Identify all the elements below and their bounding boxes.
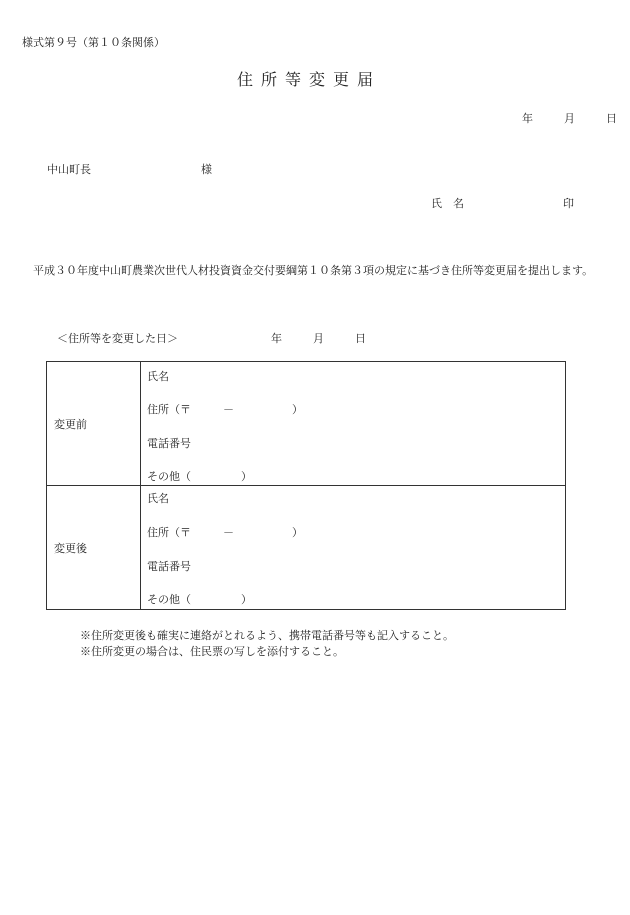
note-1: ※住所変更後も確実に連絡がとれるよう、携帯電話番号等も記入すること。 — [80, 629, 454, 642]
after-other-label: その他（ — [147, 593, 191, 606]
change-date-year: 年 — [271, 332, 282, 345]
change-table — [46, 361, 566, 610]
before-row — [47, 362, 566, 486]
date-month: 月 — [564, 112, 575, 125]
after-row — [47, 486, 566, 610]
change-date — [271, 330, 366, 346]
after-postal-dash: － — [223, 526, 234, 539]
before-fields — [141, 362, 566, 486]
before-address-label: 住所（〒 — [147, 403, 191, 416]
after-fields — [141, 486, 566, 610]
change-date-month: 月 — [313, 332, 324, 345]
before-other-label: その他（ — [147, 470, 191, 483]
before-name-field[interactable]: 氏名 — [147, 370, 169, 383]
note-2: ※住所変更の場合は、住民票の写しを添付すること。 — [80, 645, 344, 658]
after-address-field[interactable] — [147, 524, 303, 540]
document-title: 住所等変更届 — [237, 70, 382, 89]
applicant-name-label: 氏 名 — [431, 197, 464, 210]
addressee-honorific: 様 — [201, 163, 212, 176]
submission-date — [522, 110, 617, 126]
before-address-close: ） — [292, 403, 303, 416]
before-other-field[interactable] — [147, 468, 252, 484]
before-phone-field[interactable]: 電話番号 — [147, 437, 191, 450]
after-label: 変更後 — [47, 486, 141, 610]
after-address-label: 住所（〒 — [147, 526, 191, 539]
seal-mark: 印 — [563, 197, 574, 210]
before-postal-dash: － — [223, 403, 234, 416]
change-date-label: ＜住所等を変更した日＞ — [57, 332, 178, 345]
after-address-close: ） — [292, 526, 303, 539]
body-text: 平成３０年度中山町農業次世代人材投資資金交付要綱第１０条第３項の規定に基づき住所等変更届を提出します。 — [33, 264, 594, 277]
date-day: 日 — [606, 112, 617, 125]
after-other-close: ） — [241, 593, 252, 606]
before-label: 変更前 — [47, 362, 141, 486]
after-name-field[interactable]: 氏名 — [147, 492, 169, 505]
after-other-field[interactable] — [147, 591, 252, 607]
after-phone-field[interactable]: 電話番号 — [147, 560, 191, 573]
change-date-day: 日 — [355, 332, 366, 345]
addressee-name: 中山町長 — [47, 163, 91, 176]
before-address-field[interactable] — [147, 401, 303, 417]
date-year: 年 — [522, 112, 533, 125]
form-number: 様式第９号（第１０条関係） — [22, 36, 165, 49]
before-other-close: ） — [241, 470, 252, 483]
